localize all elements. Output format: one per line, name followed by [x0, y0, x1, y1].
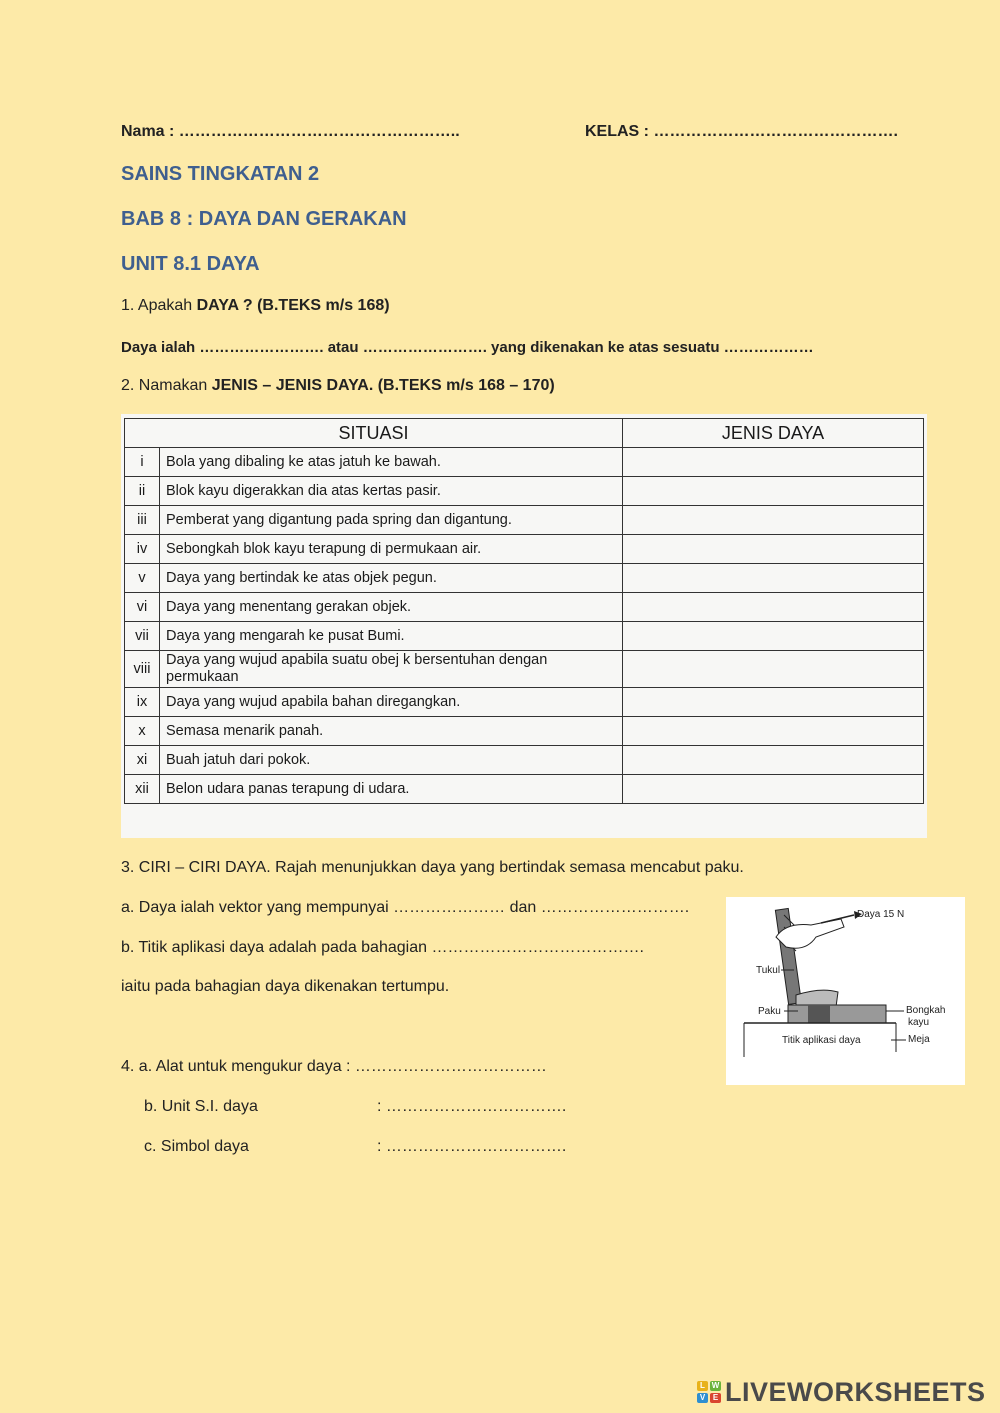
row-number: viii: [125, 651, 160, 688]
row-situasi: Blok kayu digerakkan dia atas kertas pasir.: [160, 477, 623, 506]
unit-title: UNIT 8.1 DAYA: [121, 253, 260, 275]
header-jenis-daya: JENIS DAYA: [623, 419, 924, 448]
answer-cell[interactable]: [623, 717, 924, 746]
question-1-prefix: 1. Apakah: [121, 297, 197, 314]
table-row: [125, 564, 924, 593]
table-row: [125, 775, 924, 804]
table-row: [125, 746, 924, 775]
answer-cell[interactable]: [623, 622, 924, 651]
diagram-force-label: Daya 15 N: [857, 909, 905, 920]
answer-cell[interactable]: [623, 506, 924, 535]
question-4b-label: b. Unit S.I. daya: [144, 1098, 258, 1115]
answer-cell[interactable]: [623, 477, 924, 506]
answer-cell[interactable]: [623, 448, 924, 477]
answer-cell[interactable]: [623, 535, 924, 564]
logo-grid-icon: [697, 1381, 723, 1405]
diagram-bongkah-label: Bongkah: [906, 1005, 946, 1016]
question-3b-continued: iaitu pada bahagian daya dikenakan tertumpu.: [121, 978, 450, 995]
row-situasi: Bola yang dibaling ke atas jatuh ke bawah.: [160, 448, 623, 477]
row-number: x: [125, 717, 160, 746]
answer-cell[interactable]: [623, 651, 924, 688]
question-4a[interactable]: 4. a. Alat untuk mengukur daya : ………………………………: [121, 1058, 547, 1075]
row-situasi: Daya yang wujud apabila bahan diregangkan.: [160, 688, 623, 717]
question-3a[interactable]: a. Daya ialah vektor yang mempunyai ………………… dan ……………………….: [121, 899, 690, 916]
situasi-table-container: [121, 414, 927, 838]
row-situasi: Semasa menarik panah.: [160, 717, 623, 746]
hammer-nail-illustration: [726, 897, 965, 1085]
row-number: xi: [125, 746, 160, 775]
row-situasi: Daya yang menentang gerakan objek.: [160, 593, 623, 622]
row-situasi: Buah jatuh dari pokok.: [160, 746, 623, 775]
nama-field[interactable]: Nama : ……………………………………………..: [121, 123, 460, 140]
question-1-answer-line[interactable]: Daya ialah ……………………. atau ……………………. yang dikenakan ke atas sesuatu ………………: [121, 339, 814, 356]
kelas-field[interactable]: KELAS : ……………………………………….: [585, 123, 898, 140]
table-row: [125, 717, 924, 746]
table-row: [125, 688, 924, 717]
header-situasi: SITUASI: [125, 419, 623, 448]
subject-title: SAINS TINGKATAN 2: [121, 163, 320, 185]
diagram-paku-label: Paku: [758, 1006, 781, 1017]
row-number: v: [125, 564, 160, 593]
row-number: vii: [125, 622, 160, 651]
diagram-titik-label: Titik aplikasi daya: [782, 1035, 861, 1046]
question-4c-answer[interactable]: : …………………………….: [377, 1138, 567, 1155]
question-2-bold: JENIS – JENIS DAYA. (B.TEKS m/s 168 – 170): [211, 377, 555, 394]
row-number: vi: [125, 593, 160, 622]
table-row: [125, 593, 924, 622]
question-4c-label: c. Simbol daya: [144, 1138, 249, 1155]
question-3b[interactable]: b. Titik aplikasi daya adalah pada bahagian ………………………………….: [121, 939, 644, 956]
table-row: [125, 477, 924, 506]
row-situasi: Pemberat yang digantung pada spring dan digantung.: [160, 506, 623, 535]
question-2: [121, 377, 555, 395]
logo-letter: L: [697, 1381, 708, 1391]
hammer-nail-diagram: [726, 897, 965, 1085]
chapter-title: BAB 8 : DAYA DAN GERAKAN: [121, 208, 407, 230]
table-row: [125, 448, 924, 477]
row-situasi: Daya yang bertindak ke atas objek pegun.: [160, 564, 623, 593]
row-number: ix: [125, 688, 160, 717]
table-row: [125, 622, 924, 651]
row-situasi: Sebongkah blok kayu terapung di permukaan air.: [160, 535, 623, 564]
question-2-prefix: 2. Namakan: [121, 377, 212, 394]
row-situasi: Daya yang mengarah ke pusat Bumi.: [160, 622, 623, 651]
logo-letter: E: [710, 1393, 721, 1403]
answer-cell[interactable]: [623, 564, 924, 593]
diagram-meja-label: Meja: [908, 1034, 930, 1045]
diagram-tukul-label: Tukul: [756, 965, 781, 976]
row-number: ii: [125, 477, 160, 506]
answer-cell[interactable]: [623, 688, 924, 717]
answer-cell[interactable]: [623, 593, 924, 622]
question-1: [121, 297, 390, 315]
row-number: iii: [125, 506, 160, 535]
situasi-table: [124, 418, 924, 804]
row-number: xii: [125, 775, 160, 804]
row-situasi: Daya yang wujud apabila suatu obej k bersentuhan dengan permukaan: [160, 651, 623, 688]
logo-letter: W: [711, 1381, 720, 1390]
answer-cell[interactable]: [623, 746, 924, 775]
question-4b-answer[interactable]: : …………………………….: [377, 1098, 567, 1115]
row-number: iv: [125, 535, 160, 564]
row-number: i: [125, 448, 160, 477]
answer-cell[interactable]: [623, 775, 924, 804]
table-row: [125, 506, 924, 535]
logo-letter: V: [697, 1393, 708, 1403]
diagram-kayu-label: kayu: [908, 1017, 930, 1028]
table-row: [125, 535, 924, 564]
question-3-title: 3. CIRI – CIRI DAYA. Rajah menunjukkan daya yang bertindak semasa mencabut paku.: [121, 859, 744, 876]
row-situasi: Belon udara panas terapung di udara.: [160, 775, 623, 804]
logo-text: LIVEWORKSHEETS: [725, 1377, 986, 1407]
question-1-bold: DAYA ? (B.TEKS m/s 168): [196, 297, 390, 314]
table-row: [125, 651, 924, 688]
